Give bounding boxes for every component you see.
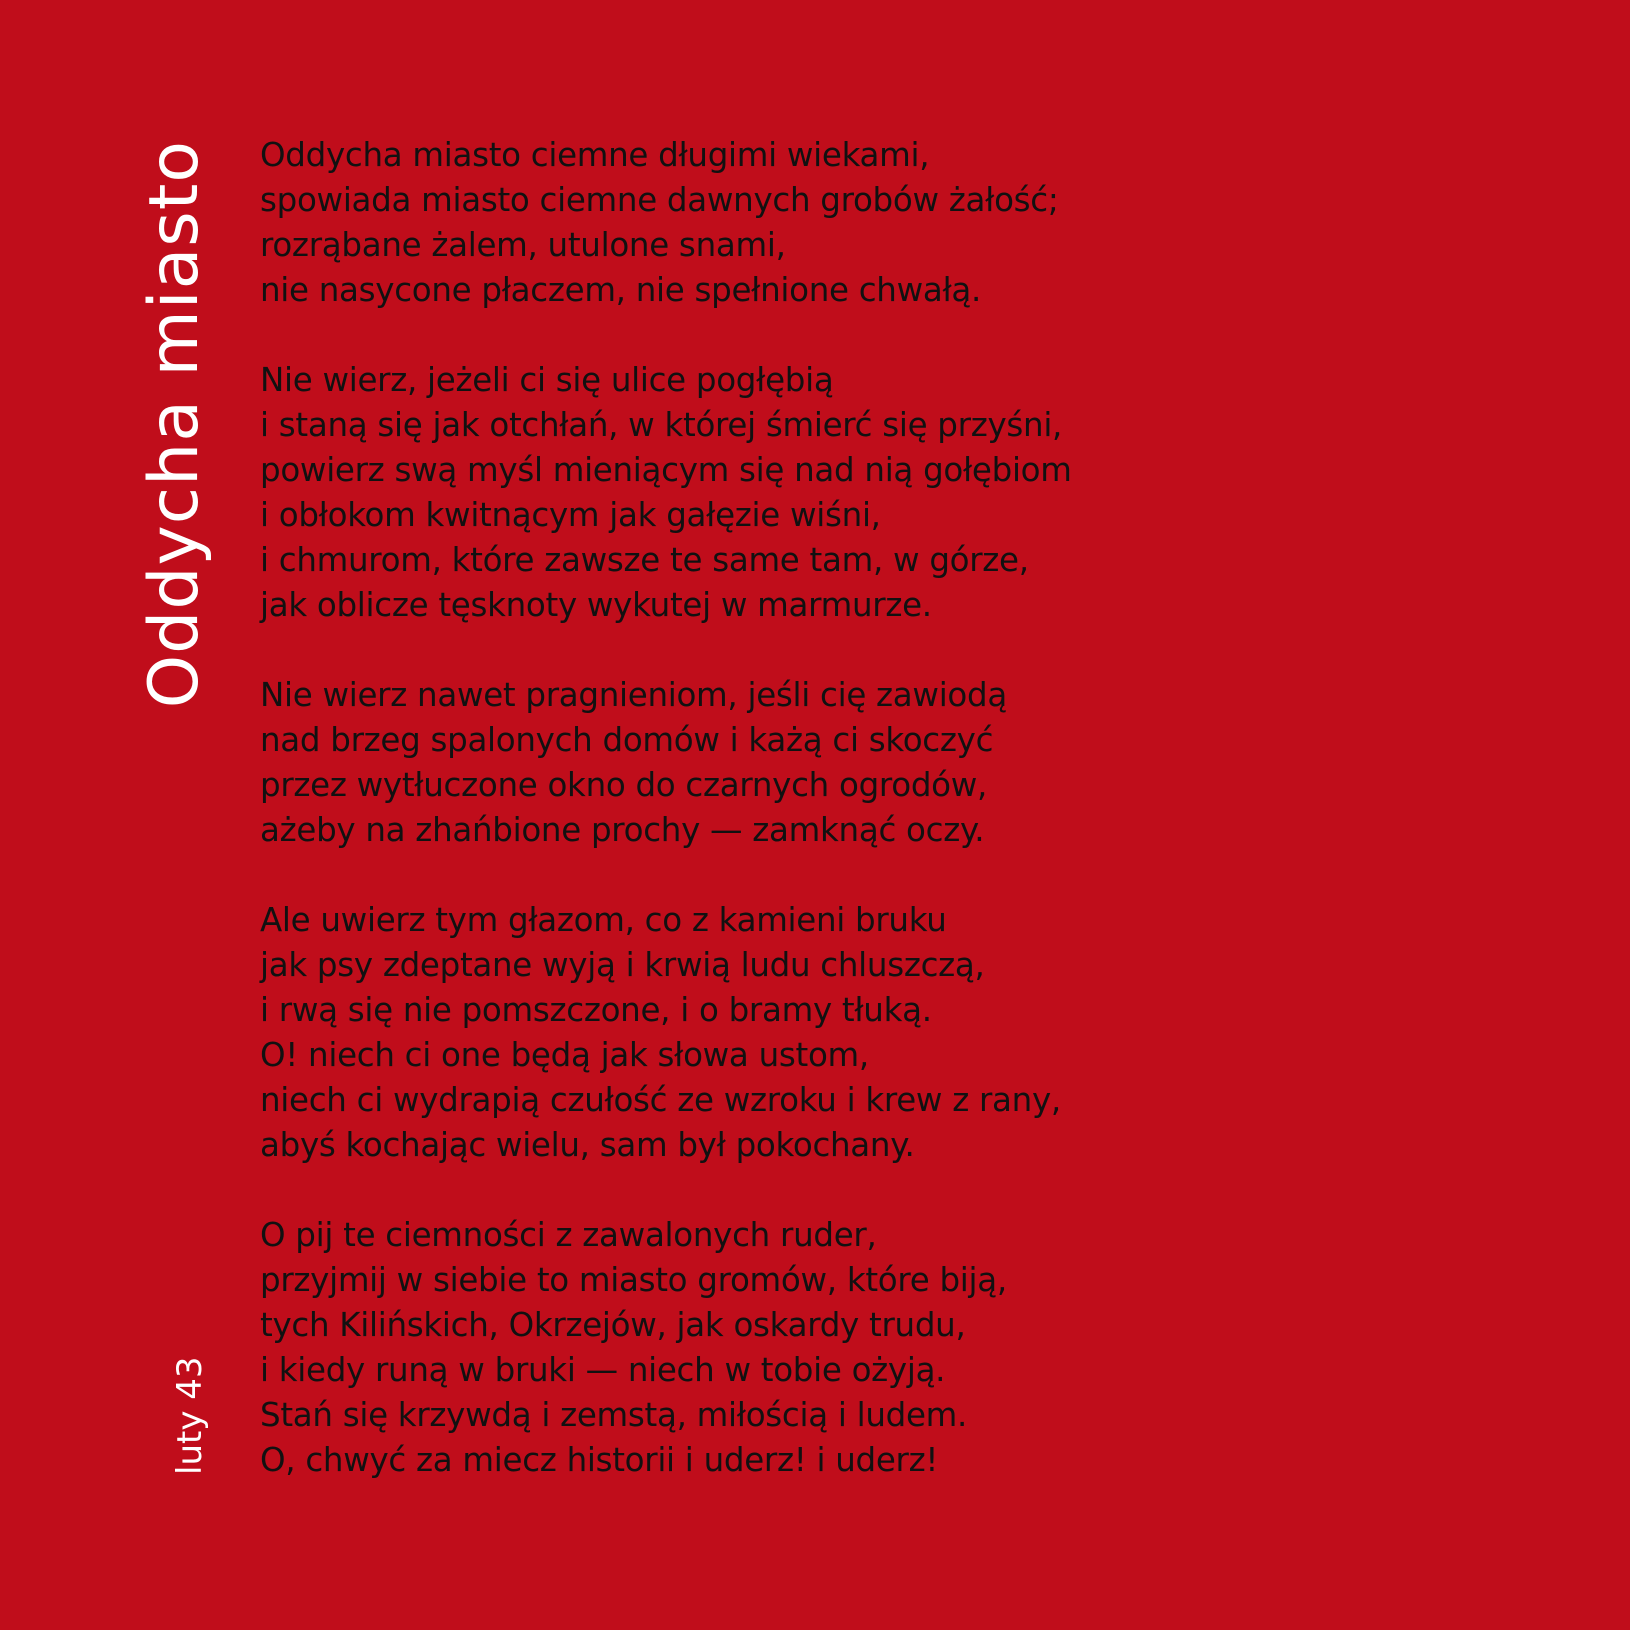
- poem-line: Stań się krzywdą i zemstą, miłością i ludem.: [260, 1396, 968, 1434]
- poem-line: O! niech ci one będą jak słowa ustom,: [260, 1036, 869, 1074]
- title-container: [135, 140, 215, 760]
- poem-line: Ale uwierz tym głazom, co z kamieni bruku: [260, 901, 947, 939]
- poem-line: rozrąbane żalem, utulone snami,: [260, 226, 786, 264]
- poem-line: Nie wierz nawet pragnieniom, jeśli cię zawiodą: [260, 676, 1007, 714]
- poem-line: Oddycha miasto ciemne długimi wiekami,: [260, 136, 930, 174]
- poem-line: ażeby na zhańbione prochy — zamknąć oczy.: [260, 811, 985, 849]
- poem-line: i rwą się nie pomszczone, i o bramy tłuką.: [260, 991, 932, 1029]
- stanza-3: [260, 673, 1460, 853]
- poem-line: i staną się jak otchłań, w której śmierć się przyśni,: [260, 406, 1063, 444]
- poem-line: i kiedy runą w bruki — niech w tobie ożyją.: [260, 1351, 946, 1389]
- stanza-5: [260, 1213, 1460, 1483]
- poem-line: jak psy zdeptane wyją i krwią ludu chluszczą,: [260, 946, 985, 984]
- poem-line: niech ci wydrapią czułość ze wzroku i krew z rany,: [260, 1081, 1061, 1119]
- stanza-2: [260, 358, 1460, 628]
- poem-line: jak oblicze tęsknoty wykutej w marmurze.: [260, 586, 932, 624]
- poem-title: Oddycha miasto: [135, 140, 214, 709]
- poem-line: O pij te ciemności z zawalonych ruder,: [260, 1216, 877, 1254]
- poem-body: [260, 133, 1460, 1528]
- poem-line: powierz swą myśl mieniącym się nad nią gołębiom: [260, 451, 1072, 489]
- poem-line: nad brzeg spalonych domów i każą ci skoczyć: [260, 721, 994, 759]
- stanza-1: [260, 133, 1460, 313]
- poem-line: Nie wierz, jeżeli ci się ulice pogłębią: [260, 361, 834, 399]
- stanza-4: [260, 898, 1460, 1168]
- poem-line: spowiada miasto ciemne dawnych grobów żałość;: [260, 181, 1059, 219]
- poem-line: i obłokom kwitnącym jak gałęzie wiśni,: [260, 496, 881, 534]
- poem-line: O, chwyć za miecz historii i uderz! i uderz!: [260, 1441, 939, 1479]
- poem-line: i chmurom, które zawsze te same tam, w górze,: [260, 541, 1029, 579]
- date-container: [165, 1340, 215, 1475]
- poem-line: tych Kilińskich, Okrzejów, jak oskardy trudu,: [260, 1306, 966, 1344]
- poem-line: abyś kochając wielu, sam był pokochany.: [260, 1126, 915, 1164]
- poem-line: przez wytłuczone okno do czarnych ogrodów,: [260, 766, 988, 804]
- poem-date: luty 43: [170, 1356, 210, 1475]
- poem-line: przyjmij w siebie to miasto gromów, które biją,: [260, 1261, 1007, 1299]
- poem-line: nie nasycone płaczem, nie spełnione chwałą.: [260, 271, 982, 309]
